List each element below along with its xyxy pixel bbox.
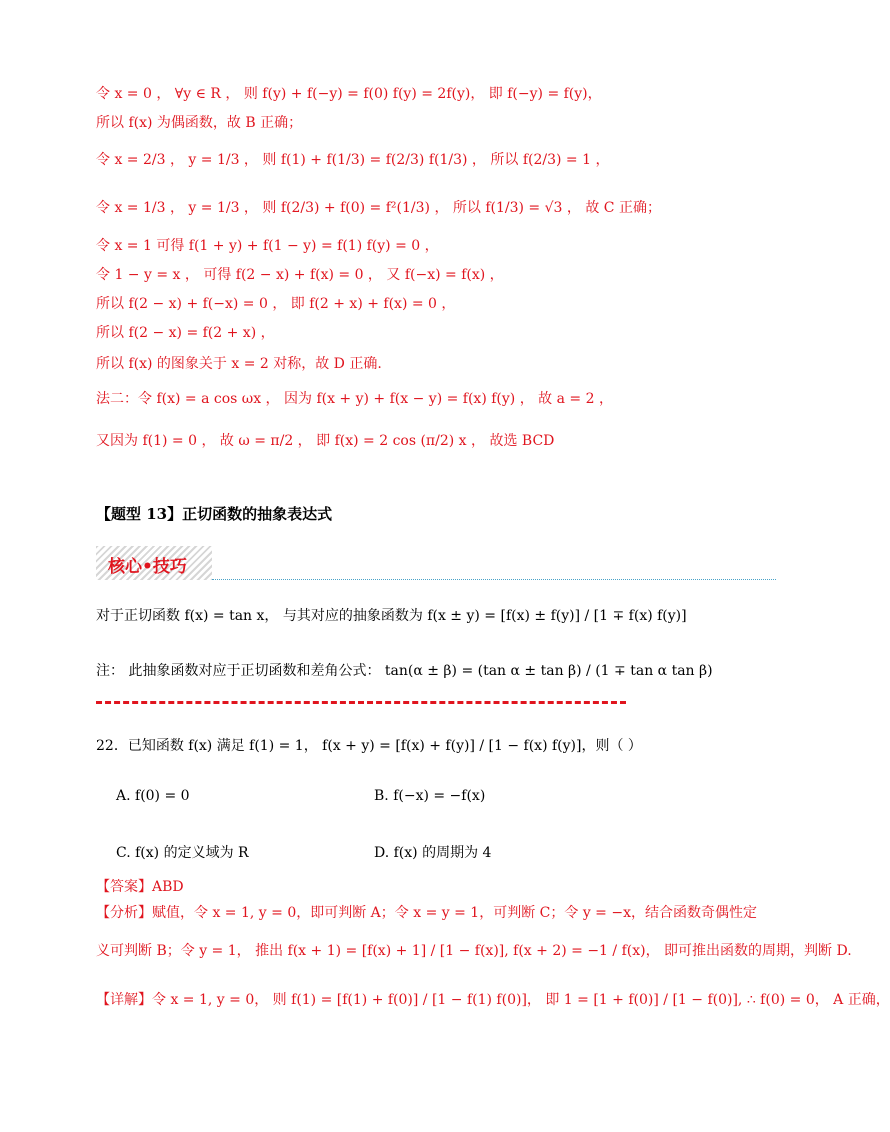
text-line-l4: 令 x = 1/3 ， y = 1/3 ， 则 f(2/3) + f(0) = f²(1/3) ， 所以 f(1/3) = √3 ， 故 C 正确；	[96, 200, 661, 216]
text-line-l8: 所以 f(2 − x) = f(2 + x) ，	[96, 325, 275, 341]
option-A: A. f(0) = 0	[116, 788, 190, 804]
text-line-ans: 【答案】ABD	[96, 879, 184, 895]
text-line-l13: 注： 此抽象函数对应于正切函数和差角公式： tan(α ± β) = (tan α ± tan β) / (1 ∓ tan α tan β)	[96, 663, 713, 679]
option-B: B. f(−x) = −f(x)	[374, 788, 486, 804]
text-line-l1: 令 x = 0 ， ∀y ∈ R ， 则 f(y) + f(−y) = f(0) f(y) = 2f(y)， 即 f(−y) = f(y)，	[96, 86, 602, 102]
text-line-a1: 【分析】赋值，令 x = 1, y = 0，即可判断 A；令 x = y = 1，可判断 C；令 y = −x，结合函数奇偶性定	[96, 905, 757, 921]
banner-divider	[212, 579, 776, 580]
text-line-l6: 令 1 − y = x ， 可得 f(2 − x) + f(x) = 0 ， 又 f(−x) = f(x) ，	[96, 267, 504, 283]
core-tip-label: 核心•技巧	[108, 557, 187, 577]
text-line-l9: 所以 f(x) 的图象关于 x = 2 对称，故 D 正确.	[96, 356, 382, 372]
core-tip-banner	[96, 546, 212, 580]
dashed-divider	[96, 701, 626, 704]
text-line-l10: 法二：令 f(x) = a cos ωx ， 因为 f(x + y) + f(x − y) = f(x) f(y) ， 故 a = 2 ，	[96, 391, 613, 407]
option-C: C. f(x) 的定义域为 R	[116, 845, 249, 861]
text-line-heading: 【题型 13】正切函数的抽象表达式	[96, 505, 333, 523]
text-line-l2: 所以 f(x) 为偶函数，故 B 正确；	[96, 115, 303, 131]
text-line-l11: 又因为 f(1) = 0 ， 故 ω = π/2 ， 即 f(x) = 2 cos (π/2) x ， 故选 BCD	[96, 433, 555, 449]
text-line-l7: 所以 f(2 − x) + f(−x) = 0 ， 即 f(2 + x) + f(x) = 0 ，	[96, 296, 456, 312]
text-line-q22: 22．已知函数 f(x) 满足 f(1) = 1， f(x + y) = [f(x) + f(y)] / [1 − f(x) f(y)]，则（ ）	[96, 738, 642, 754]
text-line-l12: 对于正切函数 f(x) = tan x， 与其对应的抽象函数为 f(x ± y) = [f(x) ± f(y)] / [1 ∓ f(x) f(y)]	[96, 608, 687, 624]
option-D: D. f(x) 的周期为 4	[374, 845, 492, 861]
text-line-l5: 令 x = 1 可得 f(1 + y) + f(1 − y) = f(1) f(y) = 0 ，	[96, 238, 439, 254]
text-line-a3: 【详解】令 x = 1, y = 0， 则 f(1) = [f(1) + f(0)] / [1 − f(1) f(0)]， 即 1 = [1 + f(0)] / [1 − f(0)], ∴ f(0) = 0， A 正确，	[96, 992, 890, 1008]
text-line-a2: 义可判断 B；令 y = 1， 推出 f(x + 1) = [f(x) + 1] / [1 − f(x)], f(x + 2) = −1 / f(x)， 即可推出函数的周期，判断 D.	[96, 943, 852, 959]
text-line-l3: 令 x = 2/3 ， y = 1/3 ， 则 f(1) + f(1/3) = f(2/3) f(1/3) ， 所以 f(2/3) = 1 ，	[96, 152, 610, 168]
